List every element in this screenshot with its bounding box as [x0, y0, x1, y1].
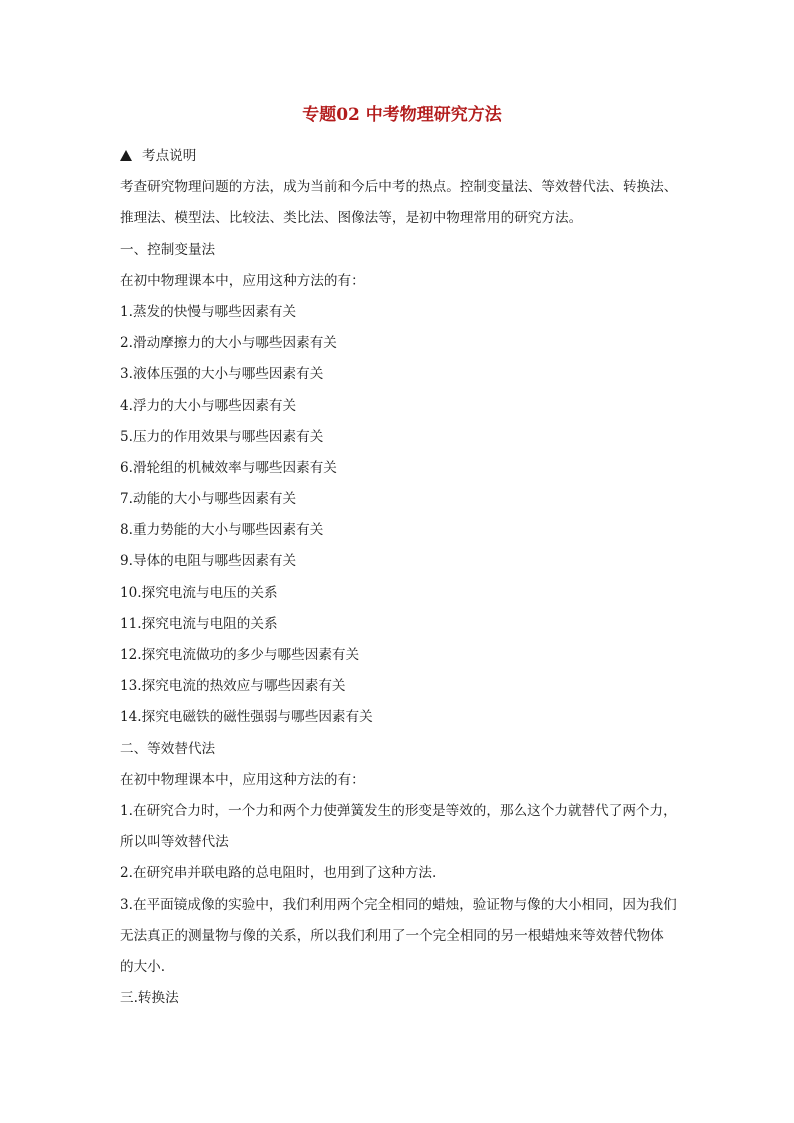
list-item: 1.蒸发的快慢与哪些因素有关 — [120, 303, 297, 320]
paragraph-line: 2.在研究串并联电路的总电阻时，也用到了这种方法. — [120, 865, 437, 882]
list-item: 12.探究电流做功的多少与哪些因素有关 — [120, 647, 360, 663]
list-item: 3.液体压强的大小与哪些因素有关 — [120, 366, 324, 383]
section-lead-1: 在初中物理课本中，应用这种方法的有： — [120, 272, 365, 289]
paragraph-line: 1.在研究合力时，一个力和两个力使弹簧发生的形变是等效的，那么这个力就替代了两个力， — [120, 802, 677, 819]
list-item: 10.探究电流与电压的关系 — [120, 584, 278, 601]
list-item: 2.滑动摩擦力的大小与哪些因素有关 — [120, 335, 337, 352]
paragraph-line: 3.在平面镜成像的实验中，我们利用两个完全相同的蜡烛，验证物与像的大小相同，因为我们 — [120, 896, 677, 913]
document-title: 专题02 中考物理研究方法 — [302, 105, 502, 125]
paragraph-line: 无法真正的测量物与像的关系，所以我们利用了一个完全相同的另一根蜡烛来等效替代物体 — [120, 927, 664, 944]
list-item: 14.探究电磁铁的磁性强弱与哪些因素有关 — [120, 709, 373, 726]
section-lead-2: 在初中物理课本中，应用这种方法的有： — [120, 771, 365, 788]
list-item: 11.探究电流与电阻的关系 — [120, 615, 278, 632]
list-item: 9.导体的电阻与哪些因素有关 — [120, 553, 297, 570]
list-item: 6.滑轮组的机械效率与哪些因素有关 — [120, 459, 337, 476]
paragraph-line: 所以叫等效替代法 — [120, 834, 229, 851]
list-item: 5.压力的作用效果与哪些因素有关 — [120, 428, 324, 445]
list-item: 13.探究电流的热效应与哪些因素有关 — [120, 678, 346, 695]
section-label: 考点说明 — [142, 148, 197, 164]
section-heading-3: 三.转换法 — [120, 990, 179, 1007]
section-heading-1: 一、控制变量法 — [120, 241, 216, 258]
triangle-icon — [120, 150, 132, 161]
intro-line: 推理法、模型法、比较法、类比法、图像法等，是初中物理常用的研究方法。 — [120, 210, 583, 227]
section-label-row — [120, 141, 684, 172]
list-item: 7.动能的大小与哪些因素有关 — [120, 491, 297, 508]
paragraph-line: 的大小. — [120, 958, 166, 975]
list-item: 8.重力势能的大小与哪些因素有关 — [120, 522, 324, 539]
section-heading-2: 二、等效替代法 — [120, 740, 216, 757]
intro-line: 考查研究物理问题的方法，成为当前和今后中考的热点。控制变量法、等效替代法、转换法、 — [120, 179, 678, 196]
list-item: 4.浮力的大小与哪些因素有关 — [120, 397, 297, 414]
